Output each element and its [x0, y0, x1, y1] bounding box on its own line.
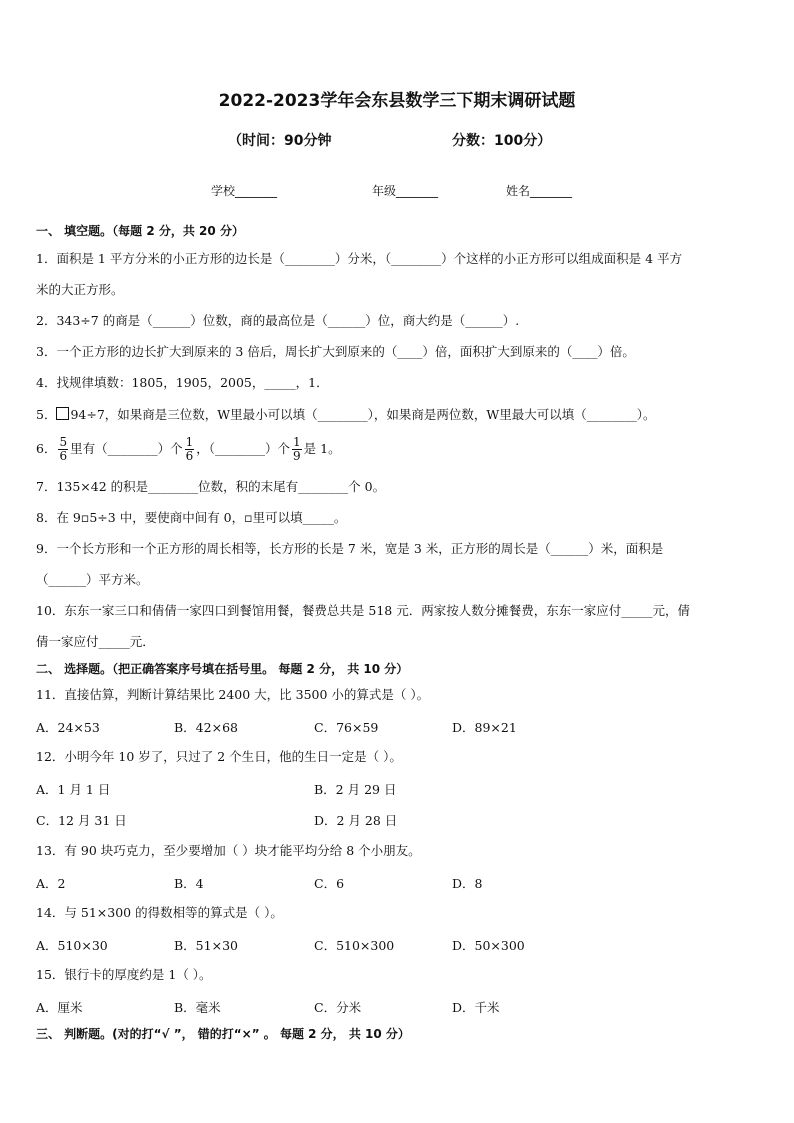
exam-score: 分数：100分） [452, 133, 552, 149]
question-1-line-1: 1．面积是 1 平方分米的小正方形的边长是（________）分米，（________）个这样的小正方形可以组成面积是 4 平方 [36, 251, 683, 266]
question-5-text: 94÷7，如果商是三位数，W里最小可以填（________），如果商是两位数，W里最大可以填（________）。 [70, 407, 656, 422]
q12-option-b: B．2 月 29 日 [314, 782, 397, 797]
question-15: 15．银行卡的厚度约是 1（ ）。 [36, 967, 212, 982]
question-2: 2．343÷7 的商是（______）位数，商的最高位是（______）位，商大约是（______）. [36, 313, 520, 328]
question-9-line-2: （______）平方米。 [36, 572, 149, 587]
q13-option-c: C．6 [314, 876, 345, 891]
question-6 [36, 436, 341, 463]
section-judge-heading: 三、 判断题。(对的打“√ ”， 错的打“×” 。 每题 2 分， 共 10 分） [36, 1027, 410, 1041]
question-1-line-2: 米的大正方形。 [36, 282, 124, 297]
fraction-denominator: 9 [293, 449, 301, 463]
question-10-line-1: 10．东东一家三口和倩倩一家四口到餐馆用餐，餐费总共是 518 元．两家按人数分摊餐费，东东一家应付_____元，倩 [36, 603, 690, 618]
question-8: 8．在 9▫5÷3 中，要使商中间有 0，▫里可以填_____。 [36, 510, 347, 525]
question-13: 13．有 90 块巧克力，至少要增加（ ）块才能平均分给 8 个小朋友。 [36, 843, 421, 858]
fraction-one-sixth [185, 436, 195, 463]
question-6-text-3: 是 1。 [303, 441, 341, 456]
q11-option-b: B．42×68 [174, 720, 238, 735]
name-field: 姓名_______ [506, 184, 573, 198]
q14-option-a: A．510×30 [36, 938, 108, 953]
school-field: 学校_______ [211, 184, 278, 198]
question-5-number: 5． [36, 407, 57, 422]
fraction-denominator: 6 [185, 449, 194, 463]
q12-option-a: A．1 月 1 日 [36, 782, 111, 797]
fraction-one-ninth [292, 436, 302, 463]
question-9-line-1: 9．一个长方形和一个正方形的周长相等，长方形的长是 7 米，宽是 3 米，正方形的周长是（______）米，面积是 [36, 541, 664, 556]
q11-option-c: C．76×59 [314, 720, 379, 735]
q13-option-d: D．8 [452, 876, 483, 891]
blank-box-icon [56, 407, 69, 420]
q12-option-d: D．2 月 28 日 [314, 813, 398, 828]
question-5 [36, 407, 655, 423]
q14-option-d: D．50×300 [452, 938, 525, 953]
question-10-line-2: 倩一家应付_____元． [36, 634, 155, 649]
exam-time: （时间：90分钟 [228, 133, 332, 149]
question-4: 4．找规律填数：1805，1905，2005，_____，1． [36, 375, 329, 390]
q15-option-d: D．千米 [452, 1000, 500, 1015]
question-11: 11．直接估算，判断计算结果比 2400 大，比 3500 小的算式是（ ）。 [36, 687, 430, 702]
q13-option-a: A．2 [36, 876, 66, 891]
q13-option-b: B．4 [174, 876, 204, 891]
q12-option-c: C．12 月 31 日 [36, 813, 127, 828]
question-3: 3．一个正方形的边长扩大到原来的 3 倍后，周长扩大到原来的（____）倍，面积扩大到原来的（____）倍。 [36, 344, 635, 359]
question-12: 12．小明今年 10 岁了，只过了 2 个生日，他的生日一定是（ ）。 [36, 749, 402, 764]
fraction-numerator: 5 [59, 435, 68, 449]
question-6-text-2: ，（________）个 [196, 441, 291, 456]
q11-option-a: A．24×53 [36, 720, 100, 735]
q15-option-a: A．厘米 [36, 1000, 83, 1015]
question-14: 14．与 51×300 的得数相等的算式是（ ）。 [36, 905, 283, 920]
grade-field: 年级_______ [372, 184, 439, 198]
section-choice-heading: 二、 选择题。（把正确答案序号填在括号里。 每题 2 分， 共 10 分） [36, 662, 409, 676]
question-6-number: 6． [36, 441, 57, 456]
fraction-denominator: 6 [59, 449, 68, 463]
q14-option-c: C．510×300 [314, 938, 395, 953]
question-6-text-1: 里有（________）个 [70, 441, 183, 456]
exam-meta [228, 130, 588, 150]
section-fill-heading: 一、 填空题。（每题 2 分，共 20 分） [36, 224, 244, 238]
q15-option-c: C．分米 [314, 1000, 362, 1015]
question-7: 7．135×42 的积是________位数，积的末尾有________个 0。 [36, 479, 386, 494]
fraction-five-sixths [58, 436, 68, 463]
fraction-numerator: 1 [293, 435, 301, 449]
q15-option-b: B．毫米 [174, 1000, 221, 1015]
q11-option-d: D．89×21 [452, 720, 517, 735]
fraction-numerator: 1 [185, 435, 194, 449]
q14-option-b: B．51×30 [174, 938, 238, 953]
exam-title: 2022-2023学年会东县数学三下期末调研试题 [218, 91, 576, 111]
